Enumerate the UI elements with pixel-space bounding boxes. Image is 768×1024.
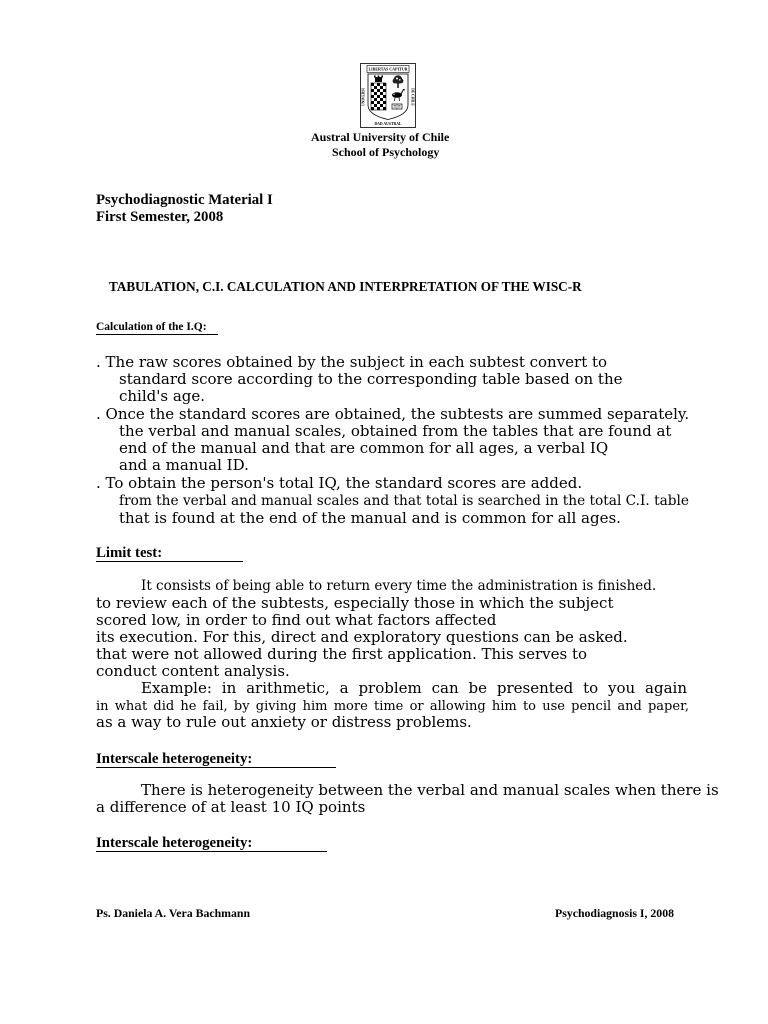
paragraph-line: standard score according to the corresponding table based on the — [119, 370, 623, 388]
bullet-line: . To obtain the person's total IQ, the standard scores are added. — [96, 474, 583, 492]
paragraph-line: end of the manual and that are common for all ages, a verbal IQ — [119, 439, 609, 457]
paragraph-line: in what did he fail, by giving him more time or allowing him to use pencil and paper, — [96, 699, 689, 714]
paragraph-line: Example: in arithmetic, a problem can be presented to you again — [141, 679, 687, 697]
logo-right-text: DE CHILE — [410, 88, 415, 106]
crest-tower — [371, 83, 386, 110]
bullet-line: . Once the standard scores are obtained, the subtests are summed separately. — [96, 405, 690, 423]
paragraph-line: and a manual ID. — [119, 456, 249, 474]
school-name: School of Psychology — [332, 145, 440, 159]
footer-author: Ps. Daniela A. Vera Bachmann — [96, 906, 251, 920]
paragraph-line: that is found at the end of the manual and is common for all ages. — [119, 509, 621, 527]
logo-motto: LIBERTAS CAPITUR — [368, 66, 408, 72]
university-crest-logo — [360, 63, 416, 128]
paragraph-line: from the verbal and manual scales and that total is searched in the total C.I. table — [119, 493, 690, 509]
paragraph-line: scored low, in order to find out what factors affected — [96, 611, 497, 629]
paragraph-line: a difference of at least 10 IQ points — [96, 798, 366, 816]
paragraph-line: to review each of the subtests, especially those in which the subject — [96, 594, 614, 612]
section-heading-limit-test: Limit test: — [96, 545, 243, 562]
course-title: Psychodiagnostic Material I — [96, 192, 273, 208]
paragraph-line: It consists of being able to return every time the administration is finished. — [141, 578, 657, 594]
logo-bottom-text: DAD AUSTRAL — [374, 122, 402, 126]
crest-book — [392, 104, 402, 109]
section-heading-iq-calculation: Calculation of the I.Q: — [96, 321, 218, 335]
paragraph-line: its execution. For this, direct and exploratory questions can be asked. — [96, 628, 628, 646]
course-semester: First Semester, 2008 — [96, 209, 224, 225]
institution-name: Austral University of Chile — [311, 130, 450, 144]
crest-tower-top — [375, 77, 382, 82]
paragraph-line: as a way to rule out anxiety or distress problems. — [96, 713, 472, 731]
bullet-line: . The raw scores obtained by the subject in each subtest convert to — [96, 353, 608, 371]
paragraph-line: the verbal and manual scales, obtained from the tables that are found at — [119, 422, 672, 440]
document-title: TABULATION, C.I. CALCULATION AND INTERPRETATION OF THE WISC-R — [109, 279, 582, 294]
paragraph-line: There is heterogeneity between the verbal and manual scales when there is — [141, 781, 719, 799]
paragraph-line: that were not allowed during the first application. This serves to — [96, 645, 588, 663]
paragraph-line: conduct content analysis. — [96, 662, 290, 680]
footer-course-ref: Psychodiagnosis I, 2008 — [555, 906, 674, 920]
logo-left-text: UNIVERSI — [361, 88, 366, 106]
section-heading-interscale-heterogeneity-2: Interscale heterogeneity: — [96, 835, 327, 852]
paragraph-line: child's age. — [119, 387, 206, 405]
section-heading-interscale-heterogeneity: Interscale heterogeneity: — [96, 751, 336, 768]
